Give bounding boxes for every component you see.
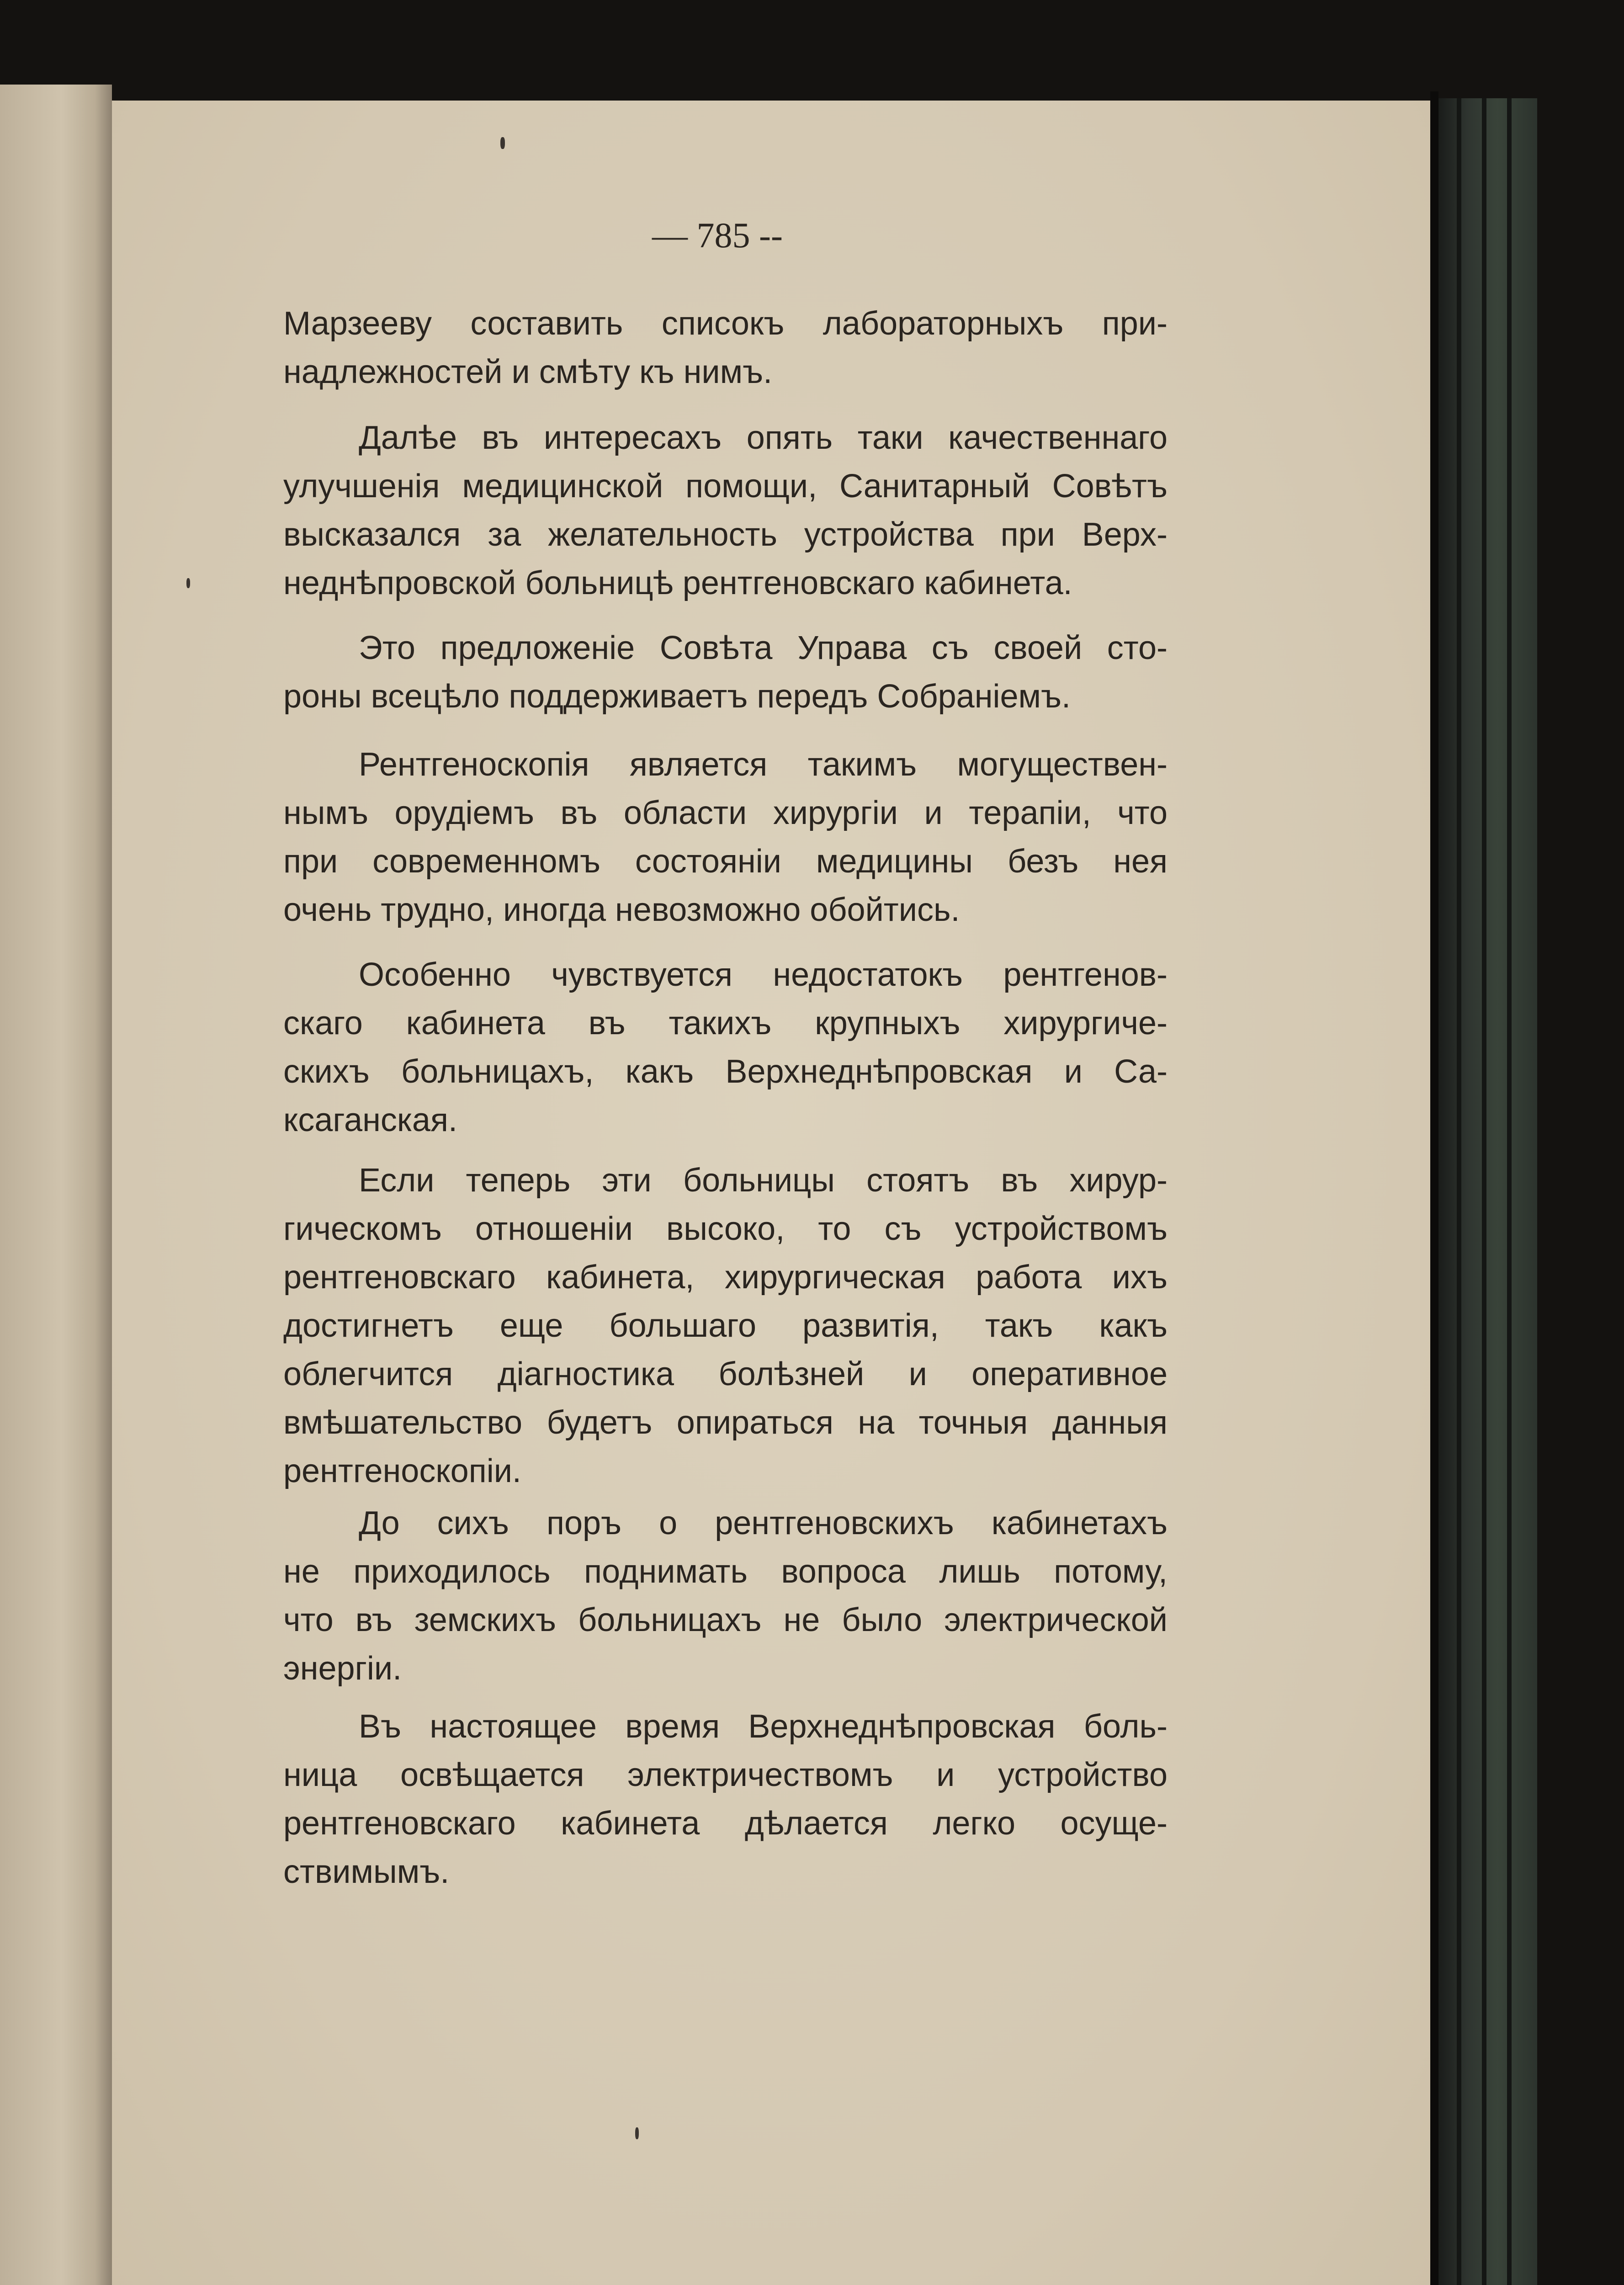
text-line: До сихъ поръ о рентгеновскихъ кабинетахъ (359, 1505, 1168, 1541)
page-shadow-edge (1430, 91, 1438, 2285)
text-line: надлежностей и смѣту къ нимъ. (283, 354, 773, 390)
text-line: Въ настоящее время Верхнеднѣпровская боль- (359, 1708, 1168, 1745)
text-line: при современномъ состояніи медицины безъ нея (283, 843, 1168, 880)
text-line: роны всецѣло поддерживаетъ передъ Собраніемъ. (283, 678, 1071, 715)
facing-page-edge (0, 85, 112, 2285)
text-line: нымъ орудіемъ въ области хирургіи и терапіи, что (283, 795, 1168, 831)
ink-speck (635, 2127, 639, 2139)
text-line: Далѣе въ интересахъ опять таки качественнаго (359, 420, 1168, 456)
paragraph (283, 951, 1168, 1144)
paragraph (283, 624, 1168, 721)
text-line: улучшенія медицинской помощи, Санитарный Совѣтъ (283, 468, 1168, 505)
text-line: рентгеноскопіи. (283, 1453, 521, 1489)
text-line: высказался за желательность устройства при Верх- (283, 516, 1168, 553)
text-line: облегчится діагностика болѣзней и оперативное (283, 1356, 1168, 1392)
text-line: гическомъ отношеніи высоко, то съ устройствомъ (283, 1211, 1168, 1247)
text-line: Если теперь эти больницы стоятъ въ хирур- (359, 1162, 1168, 1199)
text-line: ница освѣщается электричествомъ и устройство (283, 1757, 1168, 1793)
text-line: скихъ больницахъ, какъ Верхнеднѣпровская и Са- (283, 1053, 1168, 1090)
text-line: достигнетъ еще большаго развитія, такъ какъ (283, 1307, 1168, 1344)
book-block-edge (1438, 98, 1537, 2285)
text-line: Марзееву составить списокъ лабораторныхъ при- (283, 305, 1168, 342)
text-line: очень трудно, иногда невозможно обойтись. (283, 892, 960, 928)
text-line: скаго кабинета въ такихъ крупныхъ хирургиче- (283, 1005, 1168, 1042)
text-line: Это предложеніе Совѣта Управа съ своей сто- (359, 630, 1168, 666)
ink-speck (500, 137, 505, 149)
paragraph (283, 1499, 1168, 1693)
paragraph (283, 740, 1168, 934)
paragraph (283, 414, 1168, 607)
text-line: Особенно чувствуется недостатокъ рентгенов- (359, 957, 1168, 993)
paragraph (283, 1156, 1168, 1495)
paragraph (283, 1702, 1168, 1896)
text-line: что въ земскихъ больницахъ не было электрической (283, 1602, 1168, 1638)
text-line: рентгеновскаго кабинета дѣлается легко осуще- (283, 1805, 1168, 1842)
text-line: ксаганская. (283, 1102, 457, 1138)
text-line: не приходилось поднимать вопроса лишь потому, (283, 1553, 1168, 1590)
paragraph (283, 299, 1168, 396)
page-number: — 785 -- (652, 215, 783, 255)
text-line: неднѣпровской больницѣ рентгеновскаго кабинета. (283, 565, 1072, 601)
text-line: Рентгеноскопія является такимъ могуществен- (359, 746, 1168, 783)
text-line: вмѣшательство будетъ опираться на точныя данныя (283, 1404, 1168, 1441)
ink-speck (186, 578, 190, 588)
text-line: энергіи. (283, 1650, 402, 1687)
text-line: рентгеновскаго кабинета, хирургическая работа ихъ (283, 1259, 1168, 1296)
text-line: ствимымъ. (283, 1854, 450, 1890)
